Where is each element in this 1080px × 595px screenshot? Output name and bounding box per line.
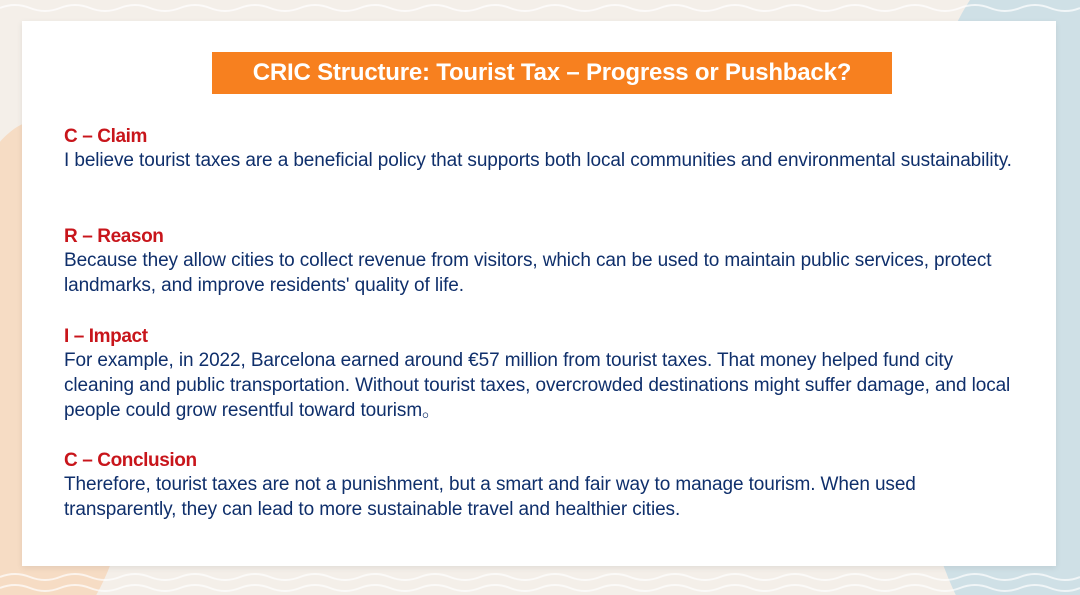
section-reason bbox=[64, 225, 1024, 298]
content-card bbox=[22, 21, 1056, 566]
section-heading: R – Reason bbox=[64, 226, 164, 247]
section-heading: C – Claim bbox=[64, 126, 147, 147]
section-body: Because they allow cities to collect revenue from visitors, which can be used to maintain public services, protect landmarks, and improve residents' quality of life. bbox=[64, 250, 992, 296]
page-title: CRIC Structure: Tourist Tax – Progress or Pushback? bbox=[252, 59, 852, 86]
section-conclusion bbox=[64, 449, 1024, 522]
section-body: For example, in 2022, Barcelona earned around €57 million from tourist taxes. That money helped fund city cleaning and public transportation. Without tourist taxes, overcrowded destinations might suffer damage, and local people could grow resentful toward tourism。 bbox=[64, 350, 1011, 421]
section-body: I believe tourist taxes are a beneficial policy that supports both local communities and environmental sustainability. bbox=[64, 150, 1012, 171]
section-body: Therefore, tourist taxes are not a punishment, but a smart and fair way to manage tourism. When used transparently, they can lead to more sustainable travel and healthier cities. bbox=[64, 474, 916, 520]
section-impact bbox=[64, 325, 1024, 423]
section-heading: C – Conclusion bbox=[64, 450, 197, 471]
section-heading: I – Impact bbox=[64, 326, 148, 347]
section-claim bbox=[64, 125, 1024, 173]
title-banner bbox=[212, 52, 892, 94]
